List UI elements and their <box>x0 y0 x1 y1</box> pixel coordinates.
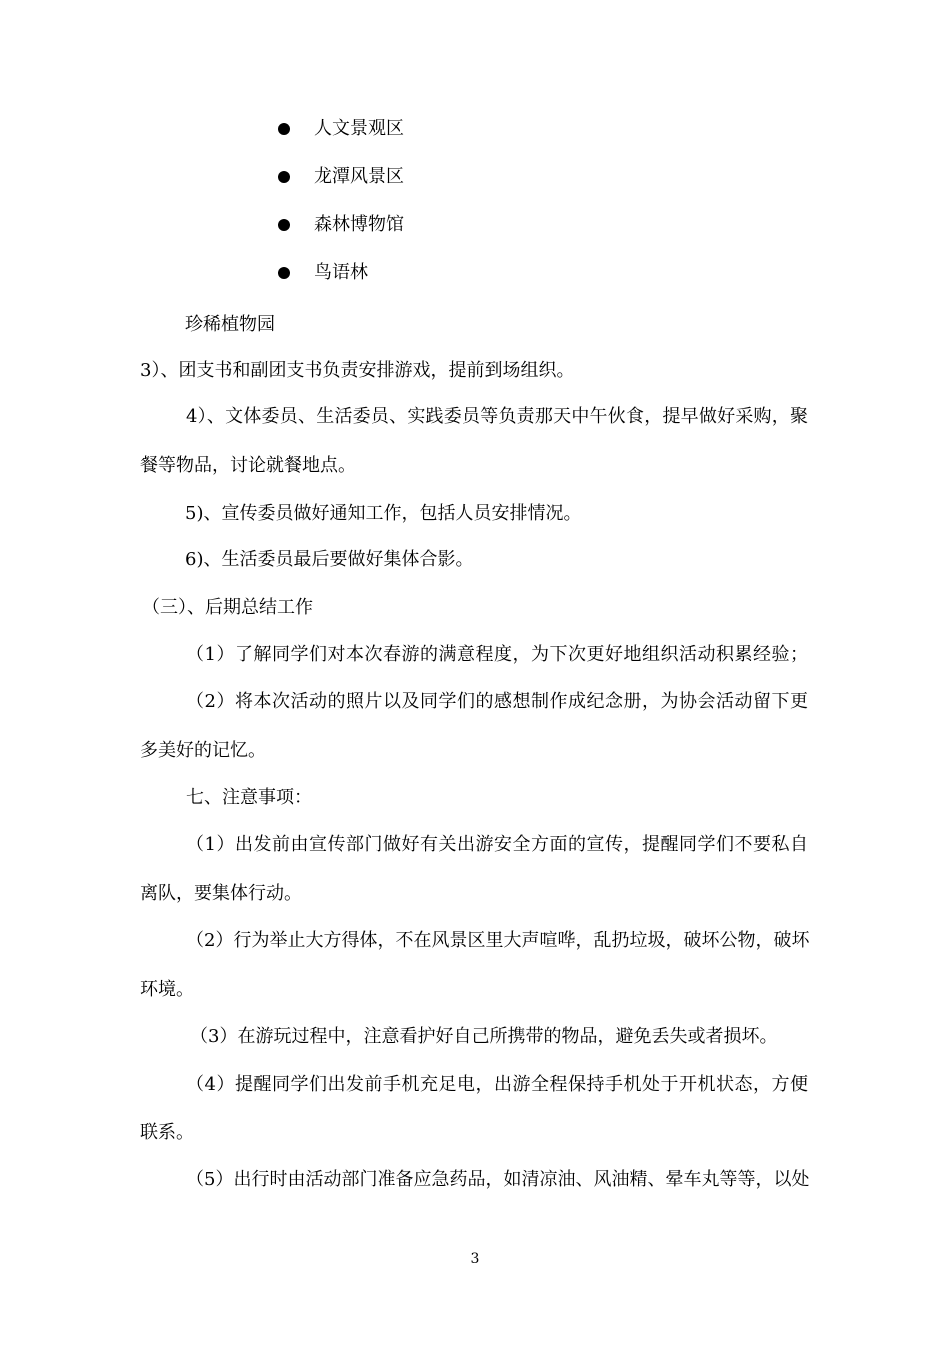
paragraph-line: 餐等物品，讨论就餐地点。 <box>140 455 356 476</box>
paragraph-line: 6)、生活委员最后要做好集体合影。 <box>185 549 474 570</box>
paragraph-line: （2）行为举止大方得体，不在风景区里大声喧哗，乱扔垃圾，破坏公物，破坏 <box>186 930 810 951</box>
paragraph-line: 珍稀植物园 <box>185 314 275 335</box>
section-heading: 七、注意事项： <box>186 787 312 808</box>
paragraph-line: 环境。 <box>140 979 194 1000</box>
paragraph-line: （2）将本次活动的照片以及同学们的感想制作成纪念册，为协会活动留下更 <box>186 691 808 712</box>
bullet-item-text: 人文景观区 <box>314 118 404 139</box>
paragraph-line: （1）了解同学们对本次春游的满意程度，为下次更好地组织活动积累经验； <box>186 644 808 665</box>
bullet-dot-icon <box>278 219 290 231</box>
paragraph-line: 离队，要集体行动。 <box>140 883 302 904</box>
bullet-dot-icon <box>278 171 290 183</box>
paragraph-line: 多美好的记忆。 <box>140 740 266 761</box>
bullet-item-text: 鸟语林 <box>314 262 368 283</box>
paragraph-line: 4）、文体委员、生活委员、实践委员等负责那天中午伙食，提早做好采购，聚 <box>186 406 808 427</box>
bullet-dot-icon <box>278 123 290 135</box>
bullet-dot-icon <box>278 267 290 279</box>
paragraph-line: （5）出行时由活动部门准备应急药品，如清凉油、风油精、晕车丸等等，以处 <box>186 1169 810 1190</box>
paragraph-line: 联系。 <box>140 1122 194 1143</box>
paragraph-line: （3）在游玩过程中，注意看护好自己所携带的物品，避免丢失或者损坏。 <box>190 1026 778 1047</box>
paragraph-line: 3）、团支书和副团支书负责安排游戏，提前到场组织。 <box>140 360 575 381</box>
section-heading: （三）、后期总结工作 <box>142 597 313 618</box>
bullet-item-text: 森林博物馆 <box>314 214 404 235</box>
page-number: 3 <box>470 1251 480 1267</box>
paragraph-line: （1）出发前由宣传部门做好有关出游安全方面的宣传，提醒同学们不要私自 <box>186 834 808 855</box>
bullet-item-text: 龙潭风景区 <box>314 166 404 187</box>
paragraph-line: （4）提醒同学们出发前手机充足电，出游全程保持手机处于开机状态，方便 <box>186 1074 808 1095</box>
paragraph-line: 5)、宣传委员做好通知工作，包括人员安排情况。 <box>185 503 582 524</box>
